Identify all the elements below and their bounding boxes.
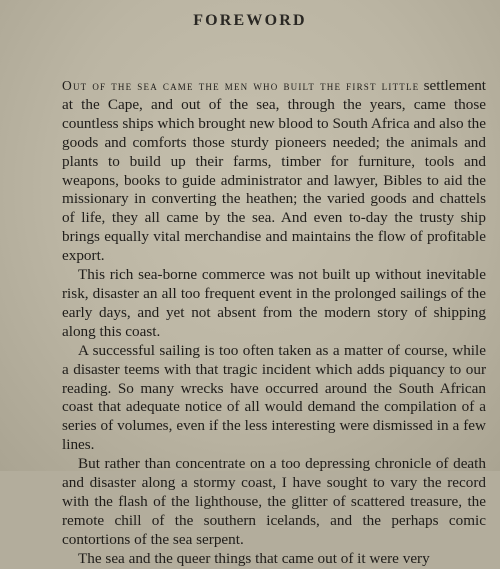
paragraph-3: A successful sailing is too often taken as a matter of course, while a disaster teems with that tragic incident which adds piquancy to our reading. So many wrecks have occurred around the South African coast that adequate notice of all would demand the compilation of a series of volumes, even if the less interesting were dismissed in a few lines. <box>62 341 486 454</box>
paragraph-1-text: settlement at the Cape, and out of the sea, through the years, came those countless ships which brought new blood to South Africa and also the goods and comforts those sturdy pioneers needed; the animals and plants to build up their farms, timber for furniture, tools and weapons, books to guide administrator and lawyer, Bibles to aid the missionary in converting the heathen; the varied goods and chattels of life, they all came by the sea. And even to-day the trusty ship brings equally vital merchandise and maintains the flow of profitable export. <box>62 77 487 265</box>
page-heading: FOREWORD <box>193 12 307 29</box>
paragraph-1-lead: Out of the sea came the men who built the first little <box>62 78 420 93</box>
foreword-body <box>62 77 486 569</box>
paragraph-1 <box>62 77 486 266</box>
paragraph-4: But rather than concentrate on a too depressing chronicle of death and disaster along a stormy coast, I have sought to vary the record with the flash of the lighthouse, the glitter of scattered treasure, the remote chill of the southern icelands, and the perhaps comic contortions of the sea serpent. <box>62 455 486 548</box>
paragraph-2: This rich sea-borne commerce was not built up without inevitable risk, disaster an all too frequent event in the prolonged sailings of the early days, and yet not absent from the modern story of shipping along this coast. <box>62 266 486 340</box>
paragraph-5: The sea and the queer things that came out of it were very <box>78 549 430 567</box>
